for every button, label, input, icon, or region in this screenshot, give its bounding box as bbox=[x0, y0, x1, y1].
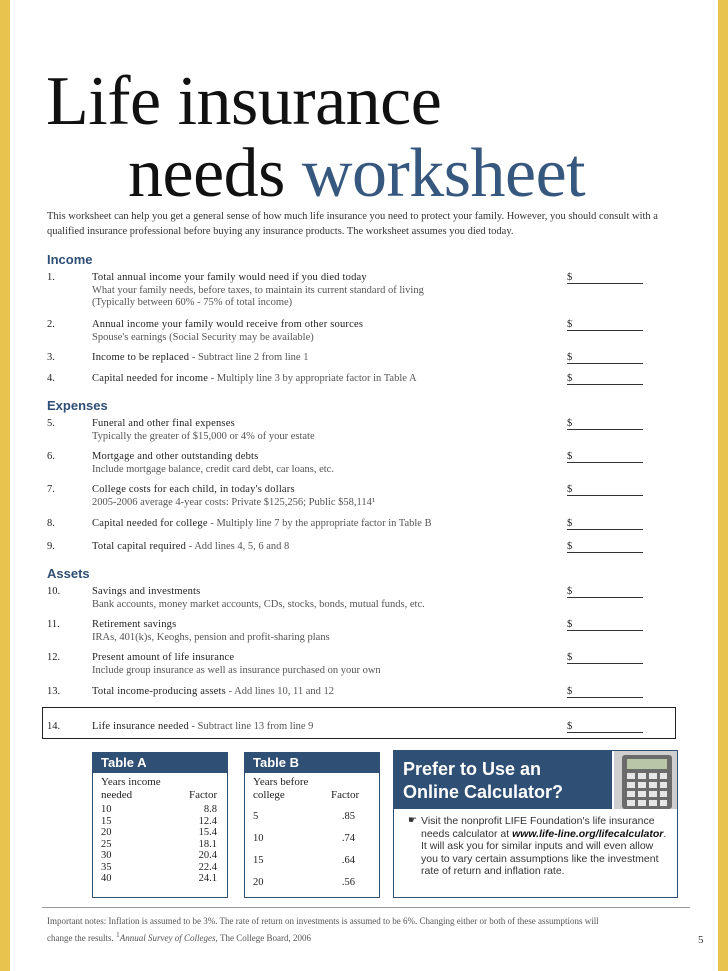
amount-field[interactable] bbox=[567, 586, 643, 598]
table-a bbox=[92, 752, 228, 898]
dollar-sign: $ bbox=[567, 518, 573, 529]
footnote-publisher: The College Board, 2006 bbox=[219, 933, 311, 943]
line-title: Life insurance needed bbox=[92, 721, 189, 732]
amount-field[interactable] bbox=[567, 652, 643, 664]
line-description: Include mortgage balance, credit card debt, car loans, etc. bbox=[92, 463, 334, 475]
amount-field[interactable] bbox=[567, 721, 643, 733]
amount-field[interactable] bbox=[567, 686, 643, 698]
table-a-years: 10 bbox=[101, 804, 112, 815]
line-title: Capital needed for college bbox=[92, 518, 208, 529]
line-number: 12. bbox=[47, 652, 61, 663]
line-number: 1. bbox=[47, 272, 55, 283]
line-text bbox=[92, 418, 542, 443]
line-text bbox=[92, 518, 542, 531]
amount-field[interactable] bbox=[567, 518, 643, 530]
amount-field[interactable] bbox=[567, 541, 643, 553]
line-number: 14. bbox=[47, 721, 61, 732]
intro-paragraph: This worksheet can help you get a general sense of how much life insurance you need to protect your family. However, you should consult with a qualified insurance professional before buying any insurance products. The worksheet assumes you died today. bbox=[47, 211, 658, 237]
title-line-1: Life insurance bbox=[46, 63, 442, 140]
line-title: Capital needed for income bbox=[92, 373, 209, 384]
line-instruction: - Multiply line 7 by the appropriate factor in Table B bbox=[207, 518, 432, 529]
line-number: 7. bbox=[47, 484, 55, 495]
line-number: 4. bbox=[47, 373, 55, 384]
dollar-sign: $ bbox=[567, 451, 573, 462]
table-a-factor: 24.1 bbox=[198, 873, 217, 884]
line-number: 11. bbox=[47, 619, 60, 630]
table-b-factor: .85 bbox=[341, 811, 355, 822]
line-text bbox=[92, 319, 542, 344]
line-text bbox=[92, 619, 542, 644]
line-title: Retirement savings bbox=[92, 619, 177, 630]
line-number: 8. bbox=[47, 518, 55, 529]
line-instruction: - Add lines 10, 11 and 12 bbox=[225, 686, 335, 697]
amount-field[interactable] bbox=[567, 272, 643, 284]
line-instruction: - Subtract line 2 from line 1 bbox=[189, 352, 309, 363]
table-b-title: Table B bbox=[245, 753, 379, 773]
table-a-years: 40 bbox=[101, 873, 112, 884]
table-a-years: 15 bbox=[101, 815, 112, 827]
footnote-line-1: Important notes: Inflation is assumed to be 3%. The rate of return on investments is assumed to be 6%. Changing either or both of these assumptions will bbox=[47, 916, 599, 926]
line-text bbox=[92, 586, 542, 611]
table-b-factor: .64 bbox=[341, 855, 355, 866]
line-description: 2005-2006 average 4-year costs: Private $125,256; Public $58,114¹ bbox=[92, 496, 375, 508]
table-b-years: 10 bbox=[253, 833, 264, 844]
calculator-heading-line2: Online Calculator? bbox=[403, 782, 564, 802]
line-instruction: - Add lines 4, 5, 6 and 8 bbox=[186, 541, 290, 552]
calculator-text-before: Visit the nonprofit LIFE Foundation's life insurance needs calculator at bbox=[421, 815, 655, 840]
section-assets: Assets bbox=[47, 566, 90, 581]
footnote-text-a: change the results. bbox=[47, 933, 116, 943]
calculator-link[interactable]: www.life-line.org/lifecalculator bbox=[512, 827, 664, 840]
line-text bbox=[92, 686, 542, 699]
table-a-col1-line1: Years income bbox=[101, 776, 161, 788]
pointing-hand-icon: ☛ bbox=[408, 815, 417, 826]
dollar-sign: $ bbox=[567, 484, 573, 495]
line-title: Income to be replaced bbox=[92, 352, 190, 363]
line-description: Typically the greater of $15,000 or 4% of your estate bbox=[92, 430, 315, 442]
line-title: Mortgage and other outstanding debts bbox=[92, 451, 259, 462]
line-number: 5. bbox=[47, 418, 55, 429]
table-a-col2: Factor bbox=[189, 789, 218, 801]
footnote-marker: 1 bbox=[115, 930, 120, 939]
dollar-sign: $ bbox=[567, 373, 573, 384]
table-b-years: 15 bbox=[253, 855, 264, 866]
calculator-text-after: . It will ask you for similar inputs and will even allow you to vary certain assumptions like the investment rate of return and inflation rate. bbox=[421, 827, 667, 877]
dollar-sign: $ bbox=[567, 619, 573, 630]
section-expenses: Expenses bbox=[47, 398, 108, 413]
line-text bbox=[92, 352, 542, 365]
line-text bbox=[92, 652, 542, 677]
table-a-years: 25 bbox=[101, 838, 112, 850]
table-b-years: 20 bbox=[253, 877, 264, 888]
footnote-line-2 bbox=[47, 928, 687, 945]
amount-field[interactable] bbox=[567, 352, 643, 364]
right-page-border bbox=[718, 0, 728, 971]
table-a-factor: 20.4 bbox=[198, 850, 217, 861]
table-b-factor: .74 bbox=[341, 833, 355, 844]
line-title: Total annual income your family would need if you died today bbox=[92, 272, 367, 283]
line-title: Total income-producing assets bbox=[92, 686, 226, 697]
line-description: IRAs, 401(k)s, Keoghs, pension and profit-sharing plans bbox=[92, 631, 330, 643]
line-description: Spouse's earnings (Social Security may be available) bbox=[92, 331, 314, 343]
table-a-years: 35 bbox=[101, 861, 112, 873]
line-text bbox=[92, 721, 542, 734]
line-title: Savings and investments bbox=[92, 586, 201, 597]
amount-field[interactable] bbox=[567, 619, 643, 631]
page-number: 5 bbox=[698, 934, 704, 946]
amount-field[interactable] bbox=[567, 484, 643, 496]
online-calculator-box bbox=[393, 750, 678, 898]
table-b bbox=[244, 752, 380, 898]
line-number: 2. bbox=[47, 319, 55, 330]
table-a-factor: 12.4 bbox=[198, 815, 217, 827]
amount-field[interactable] bbox=[567, 319, 643, 331]
footnote bbox=[47, 914, 687, 945]
line-instruction: - Multiply line 3 by appropriate factor in Table A bbox=[208, 373, 417, 384]
line-number: 13. bbox=[47, 686, 61, 697]
line-instruction: - Subtract line 13 from line 9 bbox=[188, 721, 314, 732]
title-line-2 bbox=[128, 134, 585, 214]
line-description: Bank accounts, money market accounts, CDs, stocks, bonds, mutual funds, etc. bbox=[92, 598, 425, 610]
table-a-factor: 15.4 bbox=[198, 827, 217, 838]
dollar-sign: $ bbox=[567, 272, 573, 283]
left-page-border bbox=[0, 0, 10, 971]
table-a-factor: 22.4 bbox=[198, 861, 217, 873]
line-number: 6. bbox=[47, 451, 55, 462]
dollar-sign: $ bbox=[567, 352, 573, 363]
amount-field[interactable] bbox=[567, 373, 643, 385]
line-text bbox=[92, 451, 542, 476]
line-number: 3. bbox=[47, 352, 55, 363]
line-description: What your family needs, before taxes, to maintain its current standard of living bbox=[92, 284, 424, 296]
table-b-col2: Factor bbox=[331, 789, 360, 801]
line-title: Annual income your family would receive from other sources bbox=[92, 319, 364, 330]
dollar-sign: $ bbox=[567, 418, 573, 429]
table-b-factor: .56 bbox=[341, 877, 355, 888]
table-b-years: 5 bbox=[253, 811, 259, 822]
dollar-sign: $ bbox=[567, 586, 573, 597]
calculator-heading bbox=[394, 751, 612, 809]
table-a-factor: 18.1 bbox=[198, 838, 217, 850]
line-text bbox=[92, 272, 542, 310]
line-title: College costs for each child, in today's dollars bbox=[92, 484, 295, 495]
line-title: Funeral and other final expenses bbox=[92, 418, 235, 429]
title-needs: needs bbox=[128, 135, 285, 212]
table-a-years: 20 bbox=[101, 827, 112, 838]
calculator-text bbox=[421, 815, 671, 878]
dollar-sign: $ bbox=[567, 721, 573, 732]
line-text bbox=[92, 541, 542, 554]
line-text bbox=[92, 373, 542, 386]
table-a-years: 30 bbox=[101, 850, 112, 861]
table-a-title: Table A bbox=[93, 753, 227, 773]
line-text bbox=[92, 484, 542, 509]
section-income: Income bbox=[47, 252, 93, 267]
table-a-col1-line2: needed bbox=[101, 789, 133, 801]
table-b-col1-line1: Years before bbox=[253, 776, 309, 788]
line-number: 10. bbox=[47, 586, 61, 597]
footnote-divider bbox=[42, 907, 690, 908]
line-description: Include group insurance as well as insurance purchased on your own bbox=[92, 664, 381, 676]
table-a-factor: 8.8 bbox=[203, 804, 217, 815]
amount-field[interactable] bbox=[567, 418, 643, 430]
line-title: Total capital required bbox=[92, 541, 187, 552]
amount-field[interactable] bbox=[567, 451, 643, 463]
calculator-icon bbox=[614, 751, 677, 809]
footnote-source: Annual Survey of Colleges, bbox=[119, 933, 220, 943]
line-description-2: (Typically between 60% - 75% of total income) bbox=[92, 297, 293, 308]
line-title: Present amount of life insurance bbox=[92, 652, 235, 663]
table-b-col1-line2: college bbox=[253, 789, 285, 801]
dollar-sign: $ bbox=[567, 541, 573, 552]
dollar-sign: $ bbox=[567, 686, 573, 697]
dollar-sign: $ bbox=[567, 652, 573, 663]
title-worksheet: worksheet bbox=[301, 135, 586, 212]
calculator-heading-line1: Prefer to Use an bbox=[403, 759, 542, 779]
line-number: 9. bbox=[47, 541, 55, 552]
dollar-sign: $ bbox=[567, 319, 573, 330]
